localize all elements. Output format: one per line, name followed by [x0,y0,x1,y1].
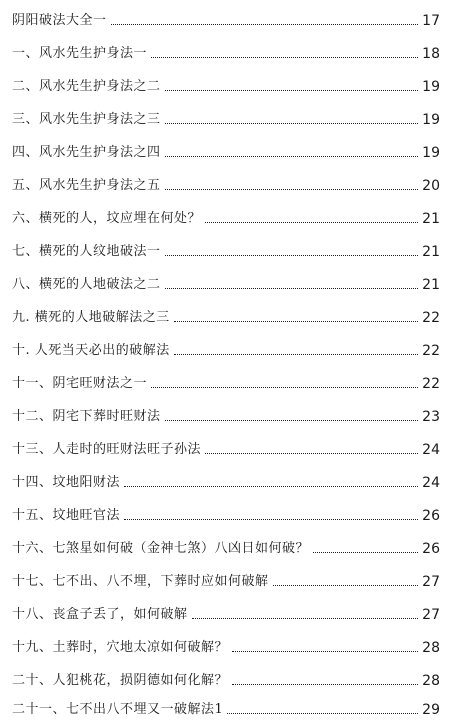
toc-entry[interactable] [12,632,440,656]
toc-entry-page: 29 [422,702,440,718]
toc-entry-page: 27 [422,574,440,590]
toc-entry-page: 22 [422,376,440,392]
toc-entry-title: 四、风水先生护身法之四 [12,145,161,160]
toc-entry[interactable] [12,368,440,392]
toc-entry-title: 十七、七不出、八不埋，下葬时应如何破解 [12,574,269,589]
dot-leader [165,90,418,91]
toc-entry-page: 20 [422,178,440,194]
toc-entry[interactable] [12,203,440,227]
toc-entry-page: 19 [422,145,440,161]
toc-entry-title: 十九、土葬时，穴地太凉如何破解？ [12,640,229,655]
toc-entry-title: 十五、坟地旺官法 [12,508,121,523]
dot-leader [124,519,418,520]
toc-entry-title: 十三、人走时的旺财法旺子孙法 [12,442,202,457]
toc-entry[interactable] [12,5,440,29]
toc-entry-title: 十一、阴宅旺财法之一 [12,376,148,391]
toc-entry-page: 26 [422,508,440,524]
toc-entry[interactable] [12,434,440,458]
toc-entry-page: 23 [422,409,440,425]
toc-entry-page: 28 [422,673,440,689]
dot-leader [165,255,418,256]
dot-leader [124,486,418,487]
toc-entry-title: 八、横死的人地破法之二 [12,277,161,292]
dot-leader [111,24,418,25]
toc-entry-page: 21 [422,244,440,260]
toc-entry[interactable] [12,269,440,293]
dot-leader [165,288,418,289]
toc-entry-title: 三、风水先生护身法之三 [12,112,161,127]
toc-entry-title: 二十一、七不出八不埋又一破解法1 [12,702,224,717]
toc-entry[interactable] [12,137,440,161]
toc-entry-page: 26 [422,541,440,557]
toc-entry-page: 22 [422,343,440,359]
dot-leader [151,387,418,388]
toc-entry-title: 六、横死的人，坟应埋在何处？ [12,211,202,226]
toc-entry[interactable] [12,71,440,95]
dot-leader [273,585,418,586]
dot-leader [165,123,418,124]
toc-entry-title: 十二、阴宅下葬时旺财法 [12,409,161,424]
toc-entry-title: 十四、坟地阳财法 [12,475,121,490]
toc-entry-page: 27 [422,607,440,623]
dot-leader [227,713,418,714]
toc-entry-page: 24 [422,442,440,458]
toc-entry[interactable] [12,170,440,194]
toc-entry-page: 19 [422,112,440,128]
toc-entry-page: 21 [422,277,440,293]
toc-entry-title: 五、风水先生护身法之五 [12,178,161,193]
toc-entry-page: 24 [422,475,440,491]
toc-entry-title: 十六、七煞星如何破（金神七煞）八凶日如何破？ [12,541,310,556]
toc-entry-page: 17 [422,13,440,29]
dot-leader [192,618,418,619]
dot-leader [165,189,418,190]
toc-entry[interactable] [12,302,440,326]
toc-entry-page: 18 [422,46,440,62]
dot-leader [313,552,418,553]
toc-entry-title: 阴阳破法大全一 [12,13,107,28]
toc-entry[interactable] [12,500,440,524]
toc-entry-page: 28 [422,640,440,656]
dot-leader [232,684,418,685]
toc-entry[interactable] [12,335,440,359]
toc-entry-title: 二、风水先生护身法之二 [12,79,161,94]
toc-entry-page: 19 [422,79,440,95]
toc-entry-title: 十八、丧盒子丢了，如何破解 [12,607,188,622]
dot-leader [165,156,418,157]
toc-entry[interactable] [12,38,440,62]
toc-entry-page: 21 [422,211,440,227]
dot-leader [151,57,418,58]
toc-entry[interactable] [12,599,440,623]
dot-leader [165,420,418,421]
toc-entry[interactable] [12,104,440,128]
toc-entry-title: 九. 横死的人地破解法之三 [12,310,170,325]
toc-entry-title: 二十、人犯桃花，损阴德如何化解？ [12,673,229,688]
toc-entry[interactable] [12,566,440,590]
toc-entry[interactable] [12,694,440,718]
toc-entry-title: 十. 人死当天必出的破解法 [12,343,170,358]
dot-leader [174,321,418,322]
toc-entry[interactable] [12,236,440,260]
dot-leader [205,453,418,454]
toc-entry-page: 22 [422,310,440,326]
toc-entry-title: 七、横死的人纹地破法一 [12,244,161,259]
toc-entry-title: 一、风水先生护身法一 [12,46,148,61]
dot-leader [174,354,418,355]
toc-entry[interactable] [12,665,440,689]
toc-entry[interactable] [12,533,440,557]
toc-entry[interactable] [12,401,440,425]
toc-entry[interactable] [12,467,440,491]
dot-leader [205,222,418,223]
dot-leader [232,651,418,652]
